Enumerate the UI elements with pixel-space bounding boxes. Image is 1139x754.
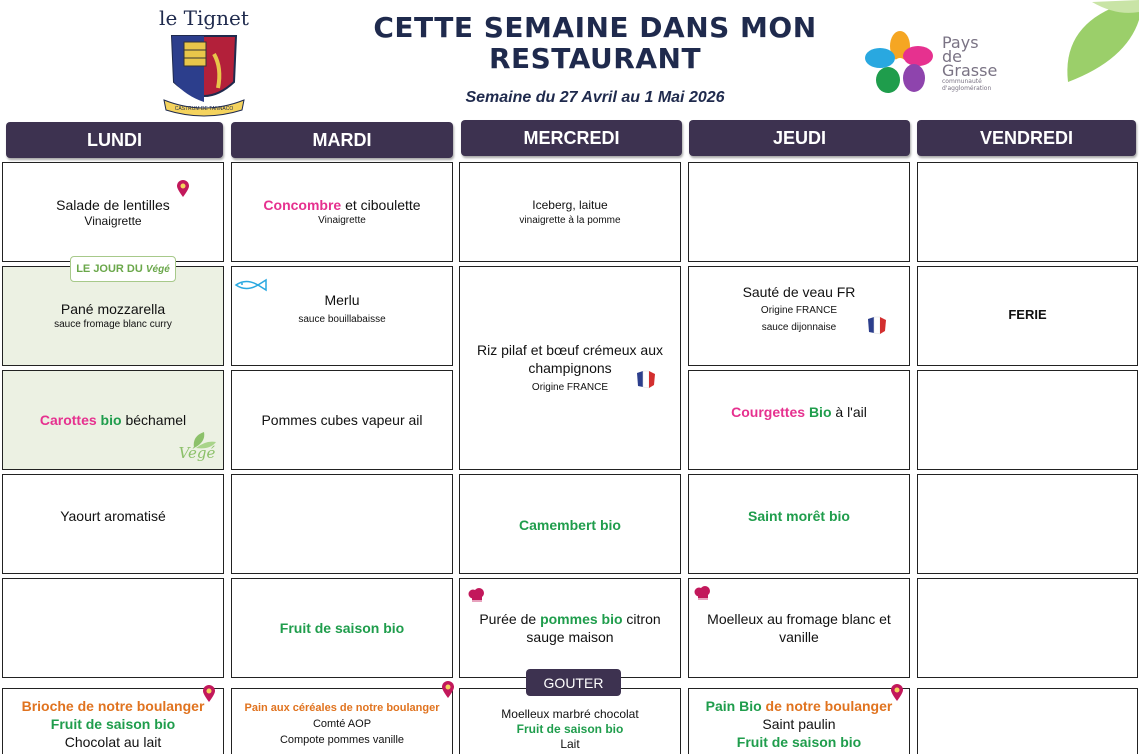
day-header-jeudi: JEUDI [689,120,910,156]
mardi-dessert: Fruit de saison bio [231,578,453,678]
day-header-mardi: MARDI [231,122,453,158]
local-pin-icon [890,684,904,702]
leaf-logo [1052,0,1139,84]
local-pin-icon [441,681,455,699]
week-subtitle: Semaine du 27 Avril au 1 Mai 2026 [465,89,725,106]
mercredi-gouter: Moelleux marbré chocolat Fruit de saison bio Lait [459,688,681,754]
vendredi-dessert [917,578,1138,678]
local-pin-icon [176,180,190,198]
gouter-label: GOUTER [526,669,621,696]
vendredi-laitage [917,474,1138,574]
tignet-crest-logo [158,2,250,120]
pays-de-grasse-flower-logo [864,30,1024,96]
day-header-lundi: LUNDI [6,122,223,158]
mercredi-laitage: Camembert bio [459,474,681,574]
tignet-logo-text: le Tignet [159,6,249,30]
local-pin-icon [202,685,216,703]
day-header-mercredi: MERCREDI [461,120,682,156]
mardi-laitage [231,474,453,574]
france-flag-icon [866,315,888,335]
lundi-gouter: Brioche de notre boulanger Fruit de saison bio Chocolat au lait [2,688,224,754]
mercredi-plat: Riz pilaf et bœuf crémeux aux champignons Origine FRANCE [459,266,681,470]
vendredi-legume [917,370,1138,470]
jeudi-plat: Sauté de veau FR Origine FRANCE sauce dijonnaise [688,266,910,366]
mardi-entree: Concombre et ciboulette Vinaigrette [231,162,453,262]
jeudi-laitage: Saint morêt bio [688,474,910,574]
chef-toque-icon [694,586,712,602]
day-header-vendredi: VENDREDI [917,120,1136,156]
mercredi-dessert: Purée de pommes bio citron sauge maison [459,578,681,678]
lundi-plat: Pané mozzarella sauce fromage blanc curry [2,266,224,366]
vendredi-entree [917,162,1138,262]
france-flag-icon [635,369,657,389]
vege-leaf-badge: Végé [174,430,220,464]
lundi-laitage: Yaourt aromatisé [2,474,224,574]
mardi-plat: Merlu sauce bouillabaisse [231,266,453,366]
mardi-gouter: Pain aux céréales de notre boulanger Comté AOP Compote pommes vanille [231,688,453,754]
mardi-legume: Pommes cubes vapeur ail [231,370,453,470]
jour-du-vege-badge: LE JOUR DU Végé [70,256,176,282]
jeudi-gouter: Pain Bio de notre boulanger Saint paulin Fruit de saison bio [688,688,910,754]
chef-toque-icon [468,588,486,604]
fish-icon [234,278,268,292]
lundi-entree: Salade de lentilles Vinaigrette [2,162,224,262]
page-title: CETTE SEMAINE DANS MON RESTAURANT [373,11,817,75]
jeudi-dessert: Moelleux au fromage blanc et vanille [688,578,910,678]
lundi-legume: Carottes bio béchamel [2,370,224,470]
jeudi-entree [688,162,910,262]
vendredi-plat: FERIE [917,266,1138,366]
jeudi-legume: Courgettes Bio à l'ail [688,370,910,470]
tignet-logo-ribbon: CASTRUM DE TANNACO [174,106,234,112]
pays-de-grasse-text: Pays de Grasse communauté d'agglomération [942,33,998,92]
mercredi-entree: Iceberg, laitue vinaigrette à la pomme [459,162,681,262]
vendredi-gouter [917,688,1138,754]
lundi-dessert [2,578,224,678]
